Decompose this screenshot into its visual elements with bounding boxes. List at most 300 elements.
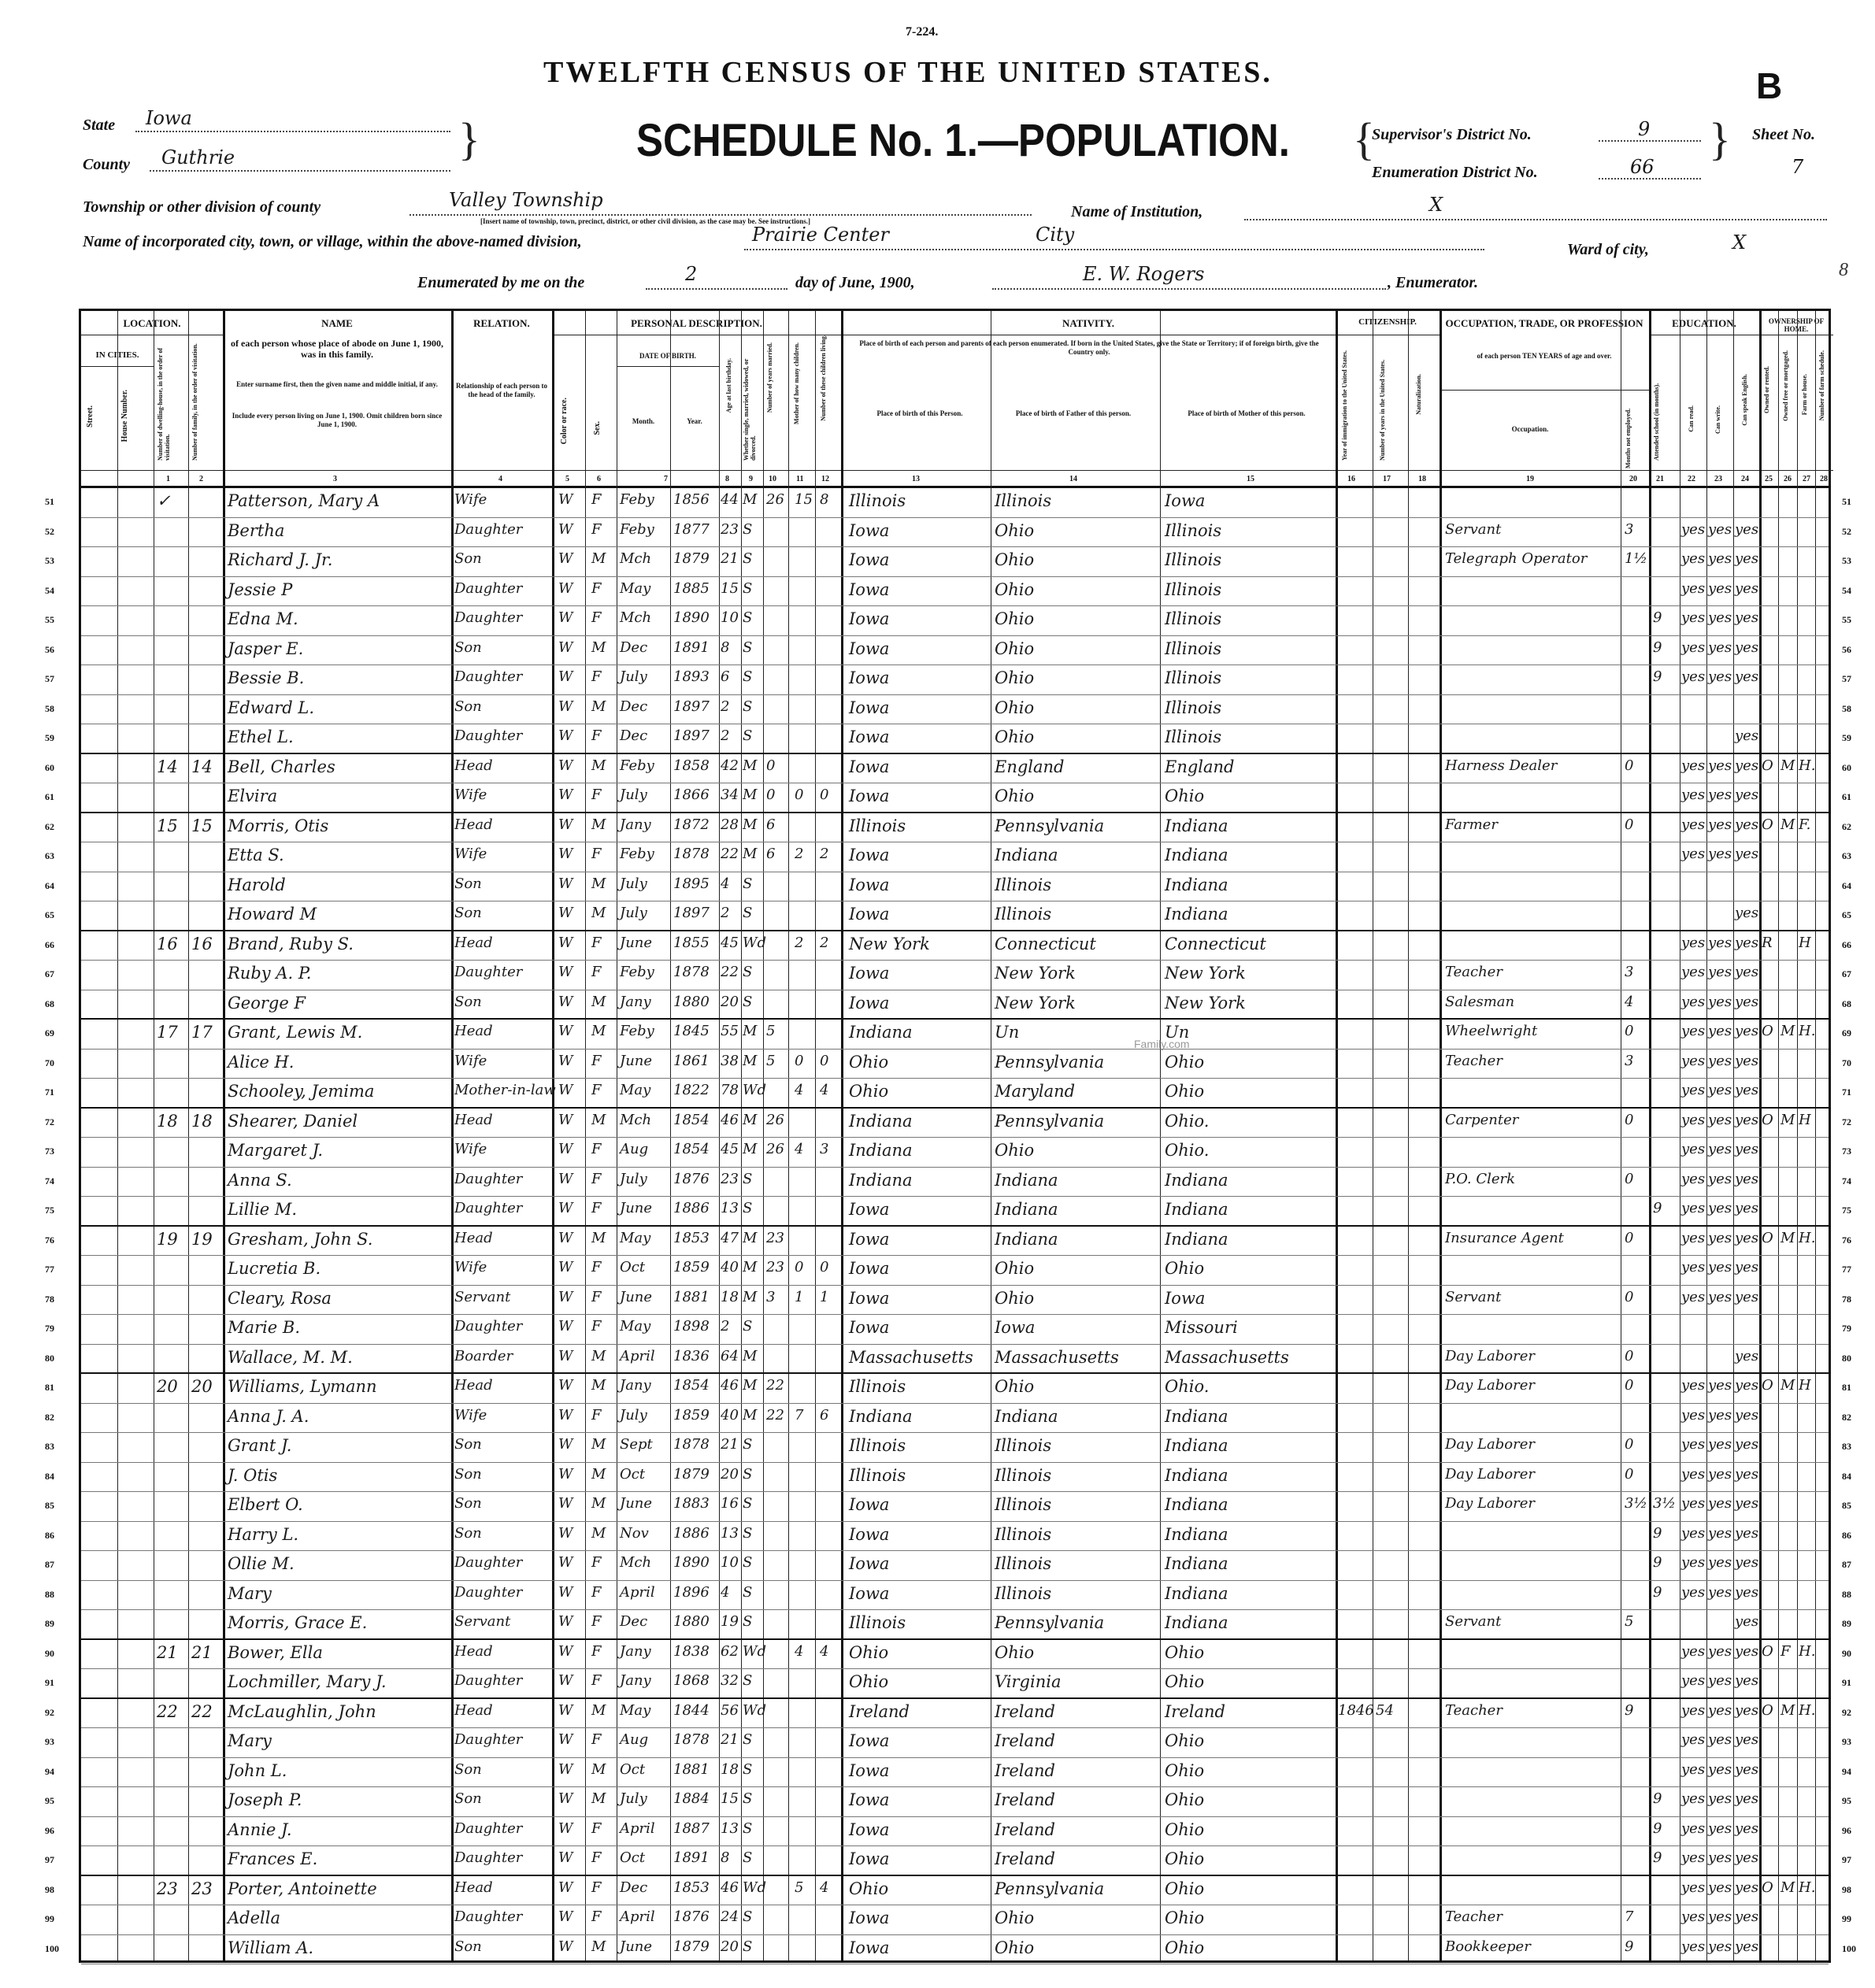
census-table xyxy=(45,309,1856,1963)
color-race: W xyxy=(558,1111,573,1128)
family-number: 17 xyxy=(191,1023,213,1042)
years-in-us: 54 xyxy=(1376,1701,1394,1719)
birthplace: Ohio xyxy=(849,1879,889,1898)
relation: Daughter xyxy=(454,1318,523,1335)
table-row xyxy=(45,665,1851,695)
marital-status: M xyxy=(743,491,758,508)
birth-month: July xyxy=(620,668,647,685)
birthplace: Indiana xyxy=(849,1023,913,1042)
birth-year: 1854 xyxy=(673,1111,710,1128)
age: 45 xyxy=(721,1141,739,1157)
father-birthplace: Massachusetts xyxy=(995,1347,1119,1367)
birth-month: Jany xyxy=(620,816,651,833)
colnum-8: 8 xyxy=(725,475,729,483)
free-or-mortgaged: M xyxy=(1781,1879,1795,1896)
mother-of-children: 0 xyxy=(795,1052,804,1069)
birthplace: Iowa xyxy=(849,1554,890,1573)
table-row xyxy=(45,1197,1851,1227)
person-name: Lillie M. xyxy=(228,1200,298,1219)
birth-year: 1878 xyxy=(673,1731,710,1748)
city-value-2: City xyxy=(1036,224,1075,246)
dwelling-label: Number of dwelling-house, in the order of visitation. xyxy=(157,347,171,461)
can-write: yes xyxy=(1708,1938,1732,1955)
marital-status: S xyxy=(743,1465,753,1483)
age: 6 xyxy=(721,668,730,685)
children-living: 4 xyxy=(820,1082,829,1098)
age: 21 xyxy=(721,1731,739,1748)
birth-month: Dec xyxy=(620,727,648,744)
age: 28 xyxy=(721,816,739,833)
birth-month: July xyxy=(620,905,647,921)
birthplace: Iowa xyxy=(849,1200,890,1219)
birthplace: Iowa xyxy=(849,1259,890,1278)
county-line xyxy=(150,170,450,172)
institution-label: Name of Institution, xyxy=(1071,203,1203,220)
line-number-right: 94 xyxy=(1842,1765,1851,1777)
birth-year: 1897 xyxy=(673,727,710,744)
relation: Servant xyxy=(454,1613,511,1630)
can-write: yes xyxy=(1708,520,1732,538)
right-brace-open: { xyxy=(1353,113,1375,165)
birthplace: Iowa xyxy=(849,1583,890,1603)
mother-of-label: Mother of how many children. xyxy=(793,342,800,424)
can-speak-english: yes xyxy=(1735,1701,1759,1719)
table-row xyxy=(45,1787,1851,1817)
table-row xyxy=(45,1079,1851,1109)
table-header xyxy=(81,311,1829,488)
birth-year: 1881 xyxy=(673,1288,710,1305)
can-write: yes xyxy=(1708,1229,1732,1246)
months-not-employed: 0 xyxy=(1625,1377,1634,1394)
age: 10 xyxy=(721,1554,739,1571)
can-speak-english: yes xyxy=(1735,1288,1759,1305)
owned-or-rented: O xyxy=(1762,1642,1773,1660)
relation: Son xyxy=(454,1524,482,1542)
months-not-employed: 0 xyxy=(1625,1023,1634,1039)
in-cities-header: IN CITIES. xyxy=(95,350,139,360)
occupation: Teacher xyxy=(1445,964,1503,980)
marital-status: S xyxy=(743,1731,753,1748)
can-speak-english: yes xyxy=(1735,1554,1759,1571)
line-number-right: 97 xyxy=(1842,1854,1851,1865)
line-number-left: 98 xyxy=(45,1883,54,1895)
mother-birthplace: Ohio xyxy=(1165,1938,1205,1957)
colnum-14: 14 xyxy=(1069,475,1077,483)
father-birthplace: Illinois xyxy=(995,1495,1052,1514)
line-number-right: 82 xyxy=(1842,1411,1851,1423)
relation: Son xyxy=(454,1938,482,1955)
family-number: 14 xyxy=(191,757,213,776)
years-us-label: Number of years in the United States. xyxy=(1379,359,1386,461)
relation: Daughter xyxy=(454,1820,523,1837)
can-write: yes xyxy=(1708,1642,1732,1660)
birthplace: Indiana xyxy=(849,1111,913,1131)
mother-birthplace: Ohio xyxy=(1165,1642,1205,1662)
sex: F xyxy=(591,1613,602,1630)
attended-school: 9 xyxy=(1653,1790,1662,1807)
sex: F xyxy=(591,1318,602,1335)
attended-school: 9 xyxy=(1653,1849,1662,1866)
can-write-label: Can write. xyxy=(1714,405,1721,434)
color-race: W xyxy=(558,905,573,921)
free-or-mortgaged: M xyxy=(1781,1023,1795,1039)
marital-status: S xyxy=(743,609,753,626)
birthplace: Iowa xyxy=(849,1849,890,1868)
mother-birthplace: Indiana xyxy=(1165,905,1228,924)
marital-status: M xyxy=(743,1406,758,1423)
person-name: Morris, Otis xyxy=(228,816,329,835)
color-race: W xyxy=(558,1436,573,1453)
marital-status: S xyxy=(743,520,753,538)
free-or-mortgaged: M xyxy=(1781,816,1795,833)
mother-birthplace: Indiana xyxy=(1165,1170,1228,1190)
occupation: Telegraph Operator xyxy=(1445,550,1588,567)
sex: M xyxy=(591,550,606,567)
person-name: Frances E. xyxy=(228,1849,318,1868)
line-number-left: 80 xyxy=(45,1352,54,1364)
can-read: yes xyxy=(1681,1170,1706,1187)
table-row xyxy=(45,872,1851,902)
owned-or-rented: O xyxy=(1762,1229,1773,1246)
person-name: Schooley, Jemima xyxy=(228,1082,375,1101)
line-number-left: 65 xyxy=(45,909,54,920)
can-speak-english: yes xyxy=(1735,1406,1759,1423)
can-speak-english: yes xyxy=(1735,1938,1759,1955)
months-not-employed: 0 xyxy=(1625,1436,1634,1453)
birth-year: 1879 xyxy=(673,1938,710,1955)
occupation: Insurance Agent xyxy=(1445,1229,1564,1246)
line-number-left: 76 xyxy=(45,1234,54,1246)
can-write: yes xyxy=(1708,1908,1732,1925)
birth-month: Feby xyxy=(620,757,654,774)
birth-month: April xyxy=(620,1583,655,1601)
marital-status: S xyxy=(743,639,753,656)
relation: Daughter xyxy=(454,1200,523,1216)
age: 78 xyxy=(721,1082,739,1098)
sex: M xyxy=(591,1790,606,1807)
attended-school: 9 xyxy=(1653,1524,1662,1542)
birth-year: 1854 xyxy=(673,1141,710,1157)
birth-month: Feby xyxy=(620,846,654,862)
mother-birthplace: Ohio xyxy=(1165,1760,1205,1780)
months-not-employed: 3 xyxy=(1625,964,1634,980)
age: 47 xyxy=(721,1229,739,1246)
can-write: yes xyxy=(1708,934,1732,951)
can-read: yes xyxy=(1681,816,1706,833)
city-value: Prairie Center xyxy=(752,224,889,246)
age: 16 xyxy=(721,1495,739,1512)
sex: F xyxy=(591,491,602,508)
occupation: Harness Dealer xyxy=(1445,757,1558,774)
father-birthplace: Illinois xyxy=(995,491,1052,510)
color-race: W xyxy=(558,1879,573,1896)
line-number-left: 61 xyxy=(45,791,54,802)
table-row xyxy=(45,1846,1851,1876)
can-write: yes xyxy=(1708,787,1732,803)
can-write: yes xyxy=(1708,1141,1732,1157)
line-number-right: 62 xyxy=(1842,820,1851,832)
person-name: Edward L. xyxy=(228,698,315,717)
marital-status: M xyxy=(743,1111,758,1128)
birth-year: 1858 xyxy=(673,757,710,774)
birth-year: 1859 xyxy=(673,1259,710,1275)
colnum-17: 17 xyxy=(1383,475,1391,483)
can-write: yes xyxy=(1708,1436,1732,1453)
can-read: yes xyxy=(1681,1554,1706,1571)
birth-year: 1878 xyxy=(673,964,710,980)
relation: Head xyxy=(454,816,493,833)
name-header: NAME xyxy=(321,317,353,329)
marital-status: S xyxy=(743,993,753,1010)
birth-year: 1838 xyxy=(673,1642,710,1660)
line-number-right: 78 xyxy=(1842,1293,1851,1305)
relation: Wife xyxy=(454,1052,487,1069)
birth-month: May xyxy=(620,1318,651,1335)
mother-birthplace: Indiana xyxy=(1165,1229,1228,1249)
line-number-right: 73 xyxy=(1842,1146,1851,1157)
marital-status: M xyxy=(743,1229,758,1246)
sex: F xyxy=(591,1141,602,1157)
person-name: Richard J. Jr. xyxy=(228,550,333,569)
color-race: W xyxy=(558,1200,573,1216)
marital-status: M xyxy=(743,1052,758,1069)
birth-year: 1876 xyxy=(673,1170,710,1187)
can-read: yes xyxy=(1681,1849,1706,1866)
mother-of-children: 4 xyxy=(795,1642,804,1660)
can-write: yes xyxy=(1708,579,1732,597)
owned-or-rented: R xyxy=(1762,934,1773,951)
birthplace: Iowa xyxy=(849,668,890,687)
enumerator-name: E. W. Rogers xyxy=(1083,263,1205,285)
owned-or-rented: O xyxy=(1762,816,1773,833)
mother-birthplace: Missouri xyxy=(1165,1318,1238,1337)
line-number-right: 84 xyxy=(1842,1470,1851,1482)
relation: Daughter xyxy=(454,1672,523,1689)
line-number-left: 56 xyxy=(45,643,54,655)
city-line xyxy=(744,249,1484,250)
birthplace: Ohio xyxy=(849,1082,889,1101)
farm-or-house: F. xyxy=(1799,816,1811,833)
person-name: Margaret J. xyxy=(228,1141,324,1160)
father-birthplace: New York xyxy=(995,964,1076,983)
marital-status: S xyxy=(743,1524,753,1542)
free-or-mortgaged: M xyxy=(1781,1701,1795,1719)
line-number-left: 74 xyxy=(45,1175,54,1187)
color-race: W xyxy=(558,1495,573,1512)
person-name: Harold xyxy=(228,875,286,894)
birthplace: Iowa xyxy=(849,698,890,717)
relation: Son xyxy=(454,639,482,656)
colnum-20: 20 xyxy=(1629,475,1637,483)
age: 64 xyxy=(721,1347,739,1364)
can-write: yes xyxy=(1708,1023,1732,1039)
birth-month: Aug xyxy=(620,1141,649,1157)
line-number-left: 75 xyxy=(45,1205,54,1216)
census-title: TWELFTH CENSUS OF THE UNITED STATES. xyxy=(543,56,1273,89)
sex: F xyxy=(591,1288,602,1305)
institution-line xyxy=(1244,219,1827,220)
birth-month: July xyxy=(620,1790,647,1807)
birth-month: April xyxy=(620,1908,655,1925)
relation: Wife xyxy=(454,491,487,508)
can-read: yes xyxy=(1681,846,1706,862)
colnum-18: 18 xyxy=(1418,475,1426,483)
line-number-left: 89 xyxy=(45,1618,54,1629)
dwelling-number: ✓ xyxy=(157,491,171,510)
color-race: W xyxy=(558,1731,573,1748)
family-number: 19 xyxy=(191,1229,213,1249)
father-birthplace: Ohio xyxy=(995,550,1035,569)
color-race: W xyxy=(558,1229,573,1246)
person-name: Anna S. xyxy=(228,1170,292,1190)
mother-birthplace: Indiana xyxy=(1165,846,1228,864)
sex: M xyxy=(591,1524,606,1542)
mother-birthplace: Indiana xyxy=(1165,1613,1228,1632)
occupation: Teacher xyxy=(1445,1701,1503,1719)
line-number-left: 96 xyxy=(45,1824,54,1836)
birthplace: Iowa xyxy=(849,1318,890,1337)
table-row xyxy=(45,1168,1851,1198)
age: 18 xyxy=(721,1760,739,1778)
line-number-left: 94 xyxy=(45,1765,54,1777)
right-brace-close: } xyxy=(1709,113,1731,165)
mother-birthplace: New York xyxy=(1165,964,1246,983)
months-not-employed: 0 xyxy=(1625,1111,1634,1128)
mother-birthplace: Ohio xyxy=(1165,1052,1205,1072)
birth-year: 1836 xyxy=(673,1347,710,1364)
table-row xyxy=(45,1256,1851,1286)
mother-birthplace: Indiana xyxy=(1165,1554,1228,1573)
mother-of-children: 15 xyxy=(795,491,813,508)
person-name: Adella xyxy=(228,1908,280,1927)
person-name: John L. xyxy=(228,1760,287,1780)
birthplace: Illinois xyxy=(849,491,906,510)
sex: M xyxy=(591,816,606,833)
header-rule-numbers xyxy=(81,470,1833,471)
years-married-label: Number of years married. xyxy=(766,342,773,413)
age: 4 xyxy=(721,1583,730,1601)
birthplace: Iowa xyxy=(849,787,890,805)
table-row xyxy=(45,931,1851,961)
birthplace: Iowa xyxy=(849,727,890,746)
relation: Son xyxy=(454,1790,482,1807)
mother-birthplace: Illinois xyxy=(1165,727,1222,746)
years-married: 22 xyxy=(766,1377,784,1394)
can-write: yes xyxy=(1708,816,1732,833)
color-race: W xyxy=(558,757,573,774)
sex: M xyxy=(591,639,606,656)
years-married: 22 xyxy=(766,1406,784,1423)
age: 19 xyxy=(721,1613,739,1630)
township-value: Valley Township xyxy=(449,189,603,211)
age: 42 xyxy=(721,757,739,774)
can-speak-english: yes xyxy=(1735,668,1759,685)
can-speak-english: yes xyxy=(1735,579,1759,597)
table-row xyxy=(45,1522,1851,1552)
birth-month: Jany xyxy=(620,1642,651,1660)
colnum-28: 28 xyxy=(1820,475,1828,483)
sex: F xyxy=(591,1082,602,1098)
birth-month: Mch xyxy=(620,550,652,567)
age: 10 xyxy=(721,609,739,626)
birth-month: Feby xyxy=(620,491,654,508)
can-write: yes xyxy=(1708,1200,1732,1216)
county-label: County xyxy=(83,156,131,173)
sex: M xyxy=(591,1760,606,1778)
enumerated-day: 2 xyxy=(685,263,698,285)
line-number-left: 62 xyxy=(45,820,54,832)
occupation: Carpenter xyxy=(1445,1111,1519,1128)
color-race: W xyxy=(558,698,573,715)
age: 13 xyxy=(721,1820,739,1837)
sex: F xyxy=(591,964,602,980)
table-row xyxy=(45,695,1851,725)
color-race: W xyxy=(558,491,573,508)
colnum-4: 4 xyxy=(498,475,502,483)
relation: Son xyxy=(454,1465,482,1483)
can-write: yes xyxy=(1708,846,1732,862)
age: 34 xyxy=(721,787,739,803)
birthplace: Iowa xyxy=(849,1790,890,1809)
color-race: W xyxy=(558,1938,573,1955)
table-row xyxy=(45,1138,1851,1168)
can-speak-english: yes xyxy=(1735,520,1759,538)
father-birthplace: Virginia xyxy=(995,1672,1062,1691)
relation: Daughter xyxy=(454,520,523,538)
line-number-right: 51 xyxy=(1842,496,1851,507)
table-row xyxy=(45,1433,1851,1463)
can-speak-english: yes xyxy=(1735,1613,1759,1630)
relation: Head xyxy=(454,1701,493,1719)
sheet-no-label: Sheet No. xyxy=(1752,126,1815,143)
can-read: yes xyxy=(1681,639,1706,656)
children-living: 3 xyxy=(820,1141,829,1157)
colnum-6: 6 xyxy=(597,475,601,483)
person-name: Ethel L. xyxy=(228,727,294,746)
person-name: Patterson, Mary A xyxy=(228,491,380,510)
can-speak-english: yes xyxy=(1735,639,1759,656)
family-number: 23 xyxy=(191,1879,213,1898)
owned-or-rented: O xyxy=(1762,757,1773,774)
education-header: EDUCATION. xyxy=(1672,317,1736,329)
can-speak-english: yes xyxy=(1735,1642,1759,1660)
father-birthplace: Ohio xyxy=(995,1377,1035,1396)
sex: F xyxy=(591,1052,602,1069)
can-speak-english: yes xyxy=(1735,1790,1759,1807)
color-race: W xyxy=(558,1377,573,1394)
father-birthplace: Illinois xyxy=(995,875,1052,894)
years-married: 23 xyxy=(766,1259,784,1275)
father-birthplace: Iowa xyxy=(995,1318,1036,1337)
birth-month: Dec xyxy=(620,639,648,656)
sex: M xyxy=(591,1377,606,1394)
birthplace: Iowa xyxy=(849,1938,890,1957)
line-number-right: 54 xyxy=(1842,584,1851,596)
mother-of-children: 4 xyxy=(795,1141,804,1157)
age: 23 xyxy=(721,520,739,538)
birth-year: 1890 xyxy=(673,609,710,626)
mother-birthplace: Ohio xyxy=(1165,1790,1205,1809)
line-number-right: 100 xyxy=(1842,1942,1856,1954)
person-name: Jessie P xyxy=(228,579,293,599)
birth-month: Nov xyxy=(620,1524,649,1542)
can-write: yes xyxy=(1708,1790,1732,1807)
birthplace: Ohio xyxy=(849,1672,889,1691)
birth-year: 1893 xyxy=(673,668,710,685)
supervisor-value: 9 xyxy=(1638,118,1651,140)
attended-school: 9 xyxy=(1653,1554,1662,1571)
table-row xyxy=(45,961,1851,990)
